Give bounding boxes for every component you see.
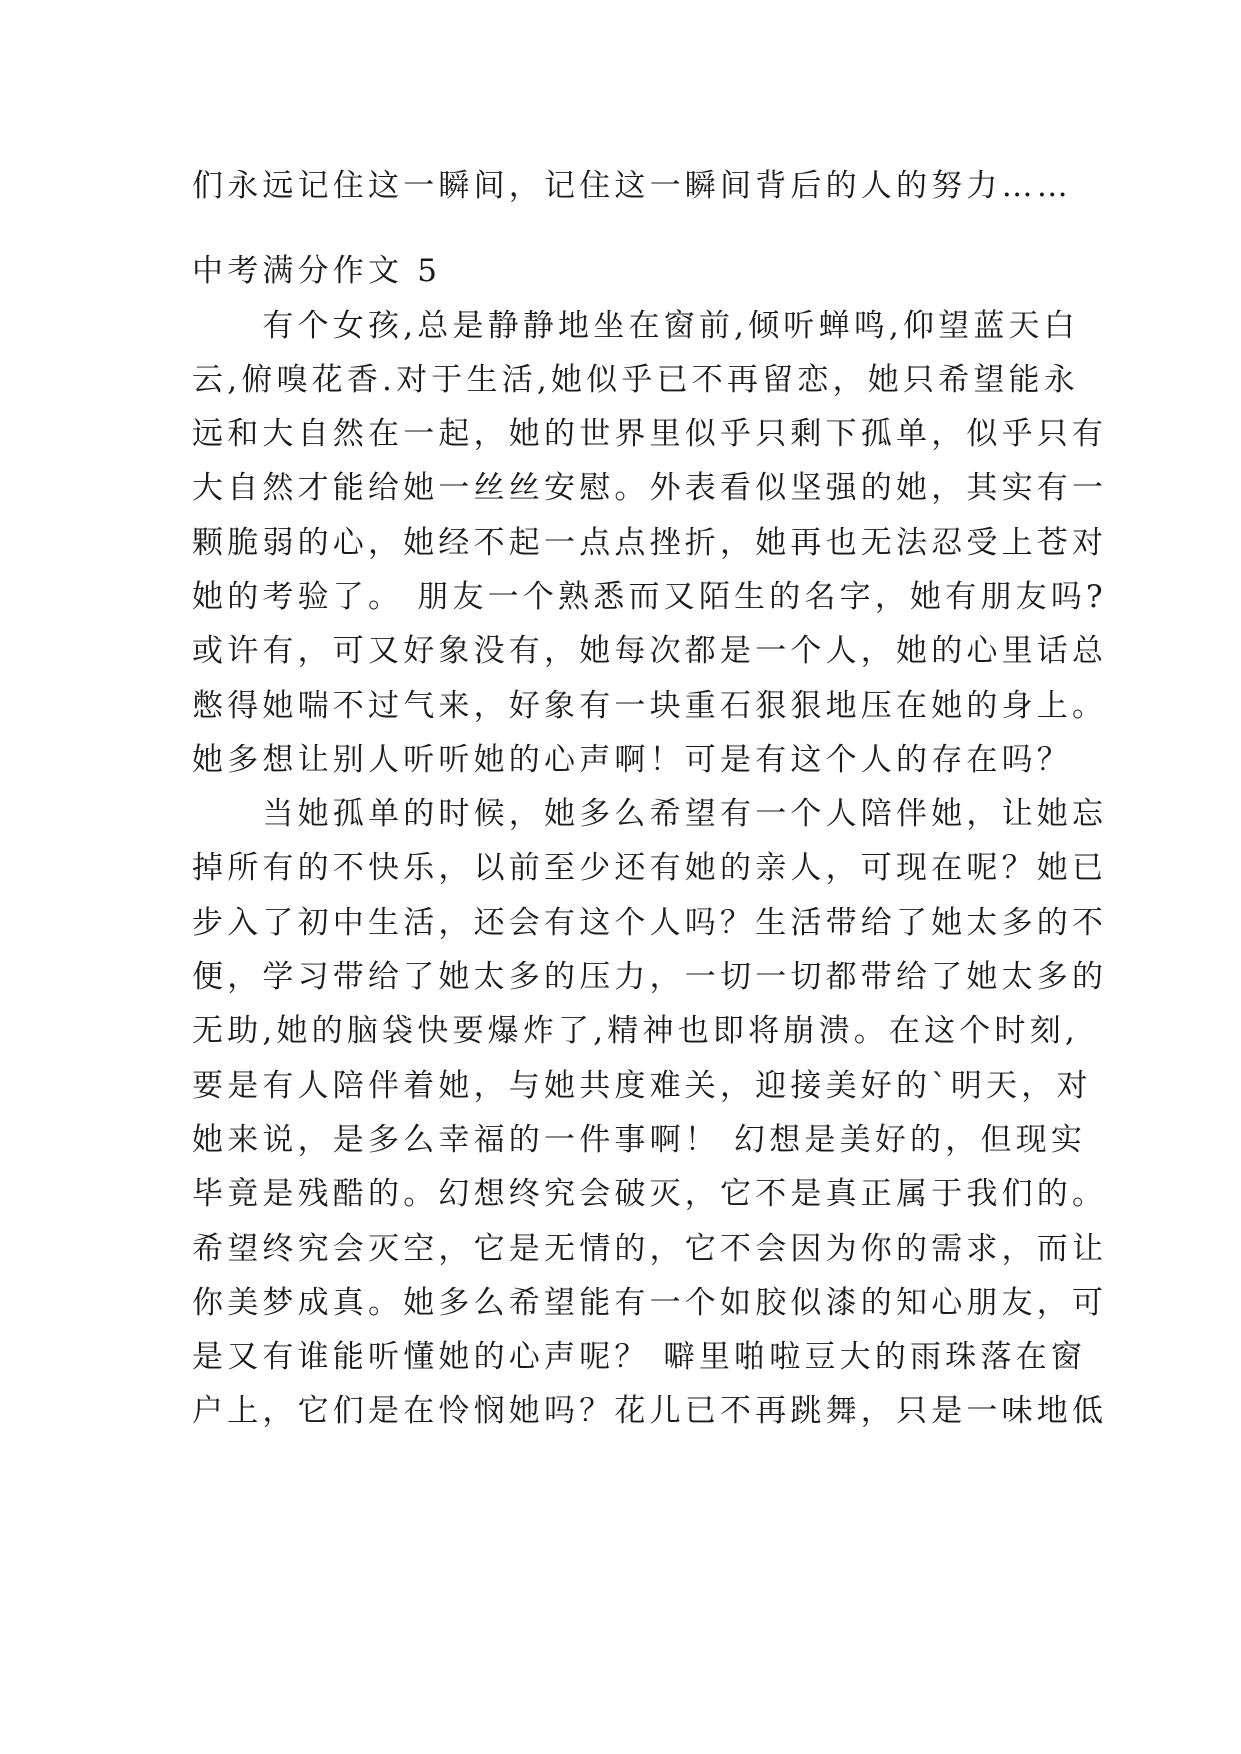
paragraph-line: 户上，它们是在怜悯她吗？花儿已不再跳舞，只是一味地低 bbox=[192, 1393, 1108, 1429]
intro-line: 们永远记住这一瞬间，记住这一瞬间背后的人的努力…… bbox=[192, 168, 1072, 204]
paragraph-line: 无助,她的脑袋快要爆炸了,精神也即将崩溃。在这个时刻, bbox=[192, 1013, 1079, 1049]
paragraph-line: 她来说，是多么幸福的一件事啊！ 幻想是美好的，但现实 bbox=[192, 1122, 1087, 1158]
paragraph-line: 颗脆弱的心，她经不起一点点挫折，她再也无法忍受上苍对 bbox=[192, 525, 1108, 561]
paragraph-line: 希望终究会灭空，它是无情的，它不会因为你的需求，而让 bbox=[192, 1231, 1108, 1267]
paragraph-line: 远和大自然在一起，她的世界里似乎只剩下孤单，似乎只有 bbox=[192, 416, 1108, 452]
paragraph-line: 当她孤单的时候，她多么希望有一个人陪伴她，让她忘 bbox=[192, 796, 1108, 832]
paragraph-line: 步入了初中生活，还会有这个人吗？生活带给了她太多的不 bbox=[192, 905, 1108, 941]
paragraph-line: 要是有人陪伴着她，与她共度难关，迎接美好的`明天，对 bbox=[192, 1068, 1092, 1104]
paragraph-line: 云,俯嗅花香.对于生活,她似乎已不再留恋，她只希望能永 bbox=[192, 362, 1079, 398]
essay-heading: 中考满分作文 5 bbox=[192, 253, 442, 289]
paragraph-line: 有个女孩,总是静静地坐在窗前,倾听蝉鸣,仰望蓝天白 bbox=[192, 308, 1079, 344]
paragraph-line: 她多想让别人听听她的心声啊！可是有这个人的存在吗？ bbox=[192, 742, 1072, 778]
paragraph-line: 或许有，可又好象没有，她每次都是一个人，她的心里话总 bbox=[192, 633, 1108, 669]
paragraph-line: 毕竟是残酷的。幻想终究会破灭，它不是真正属于我们的。 bbox=[192, 1176, 1108, 1212]
paragraph-line: 是又有谁能听懂她的心声呢？ 噼里啪啦豆大的雨珠落在窗 bbox=[192, 1339, 1087, 1375]
paragraph-line: 掉所有的不快乐，以前至少还有她的亲人，可现在呢？她已 bbox=[192, 850, 1108, 886]
paragraph-line: 她的考验了。 朋友一个熟悉而又陌生的名字，她有朋友吗? bbox=[192, 579, 1107, 615]
paragraph-line: 你美梦成真。她多么希望能有一个如胶似漆的知心朋友，可 bbox=[192, 1285, 1108, 1321]
paragraph-line: 憋得她喘不过气来，好象有一块重石狠狠地压在她的身上。 bbox=[192, 688, 1108, 724]
paragraph-line: 便，学习带给了她太多的压力，一切一切都带给了她太多的 bbox=[192, 959, 1108, 995]
paragraph-line: 大自然才能给她一丝丝安慰。外表看似坚强的她，其实有一 bbox=[192, 470, 1108, 506]
